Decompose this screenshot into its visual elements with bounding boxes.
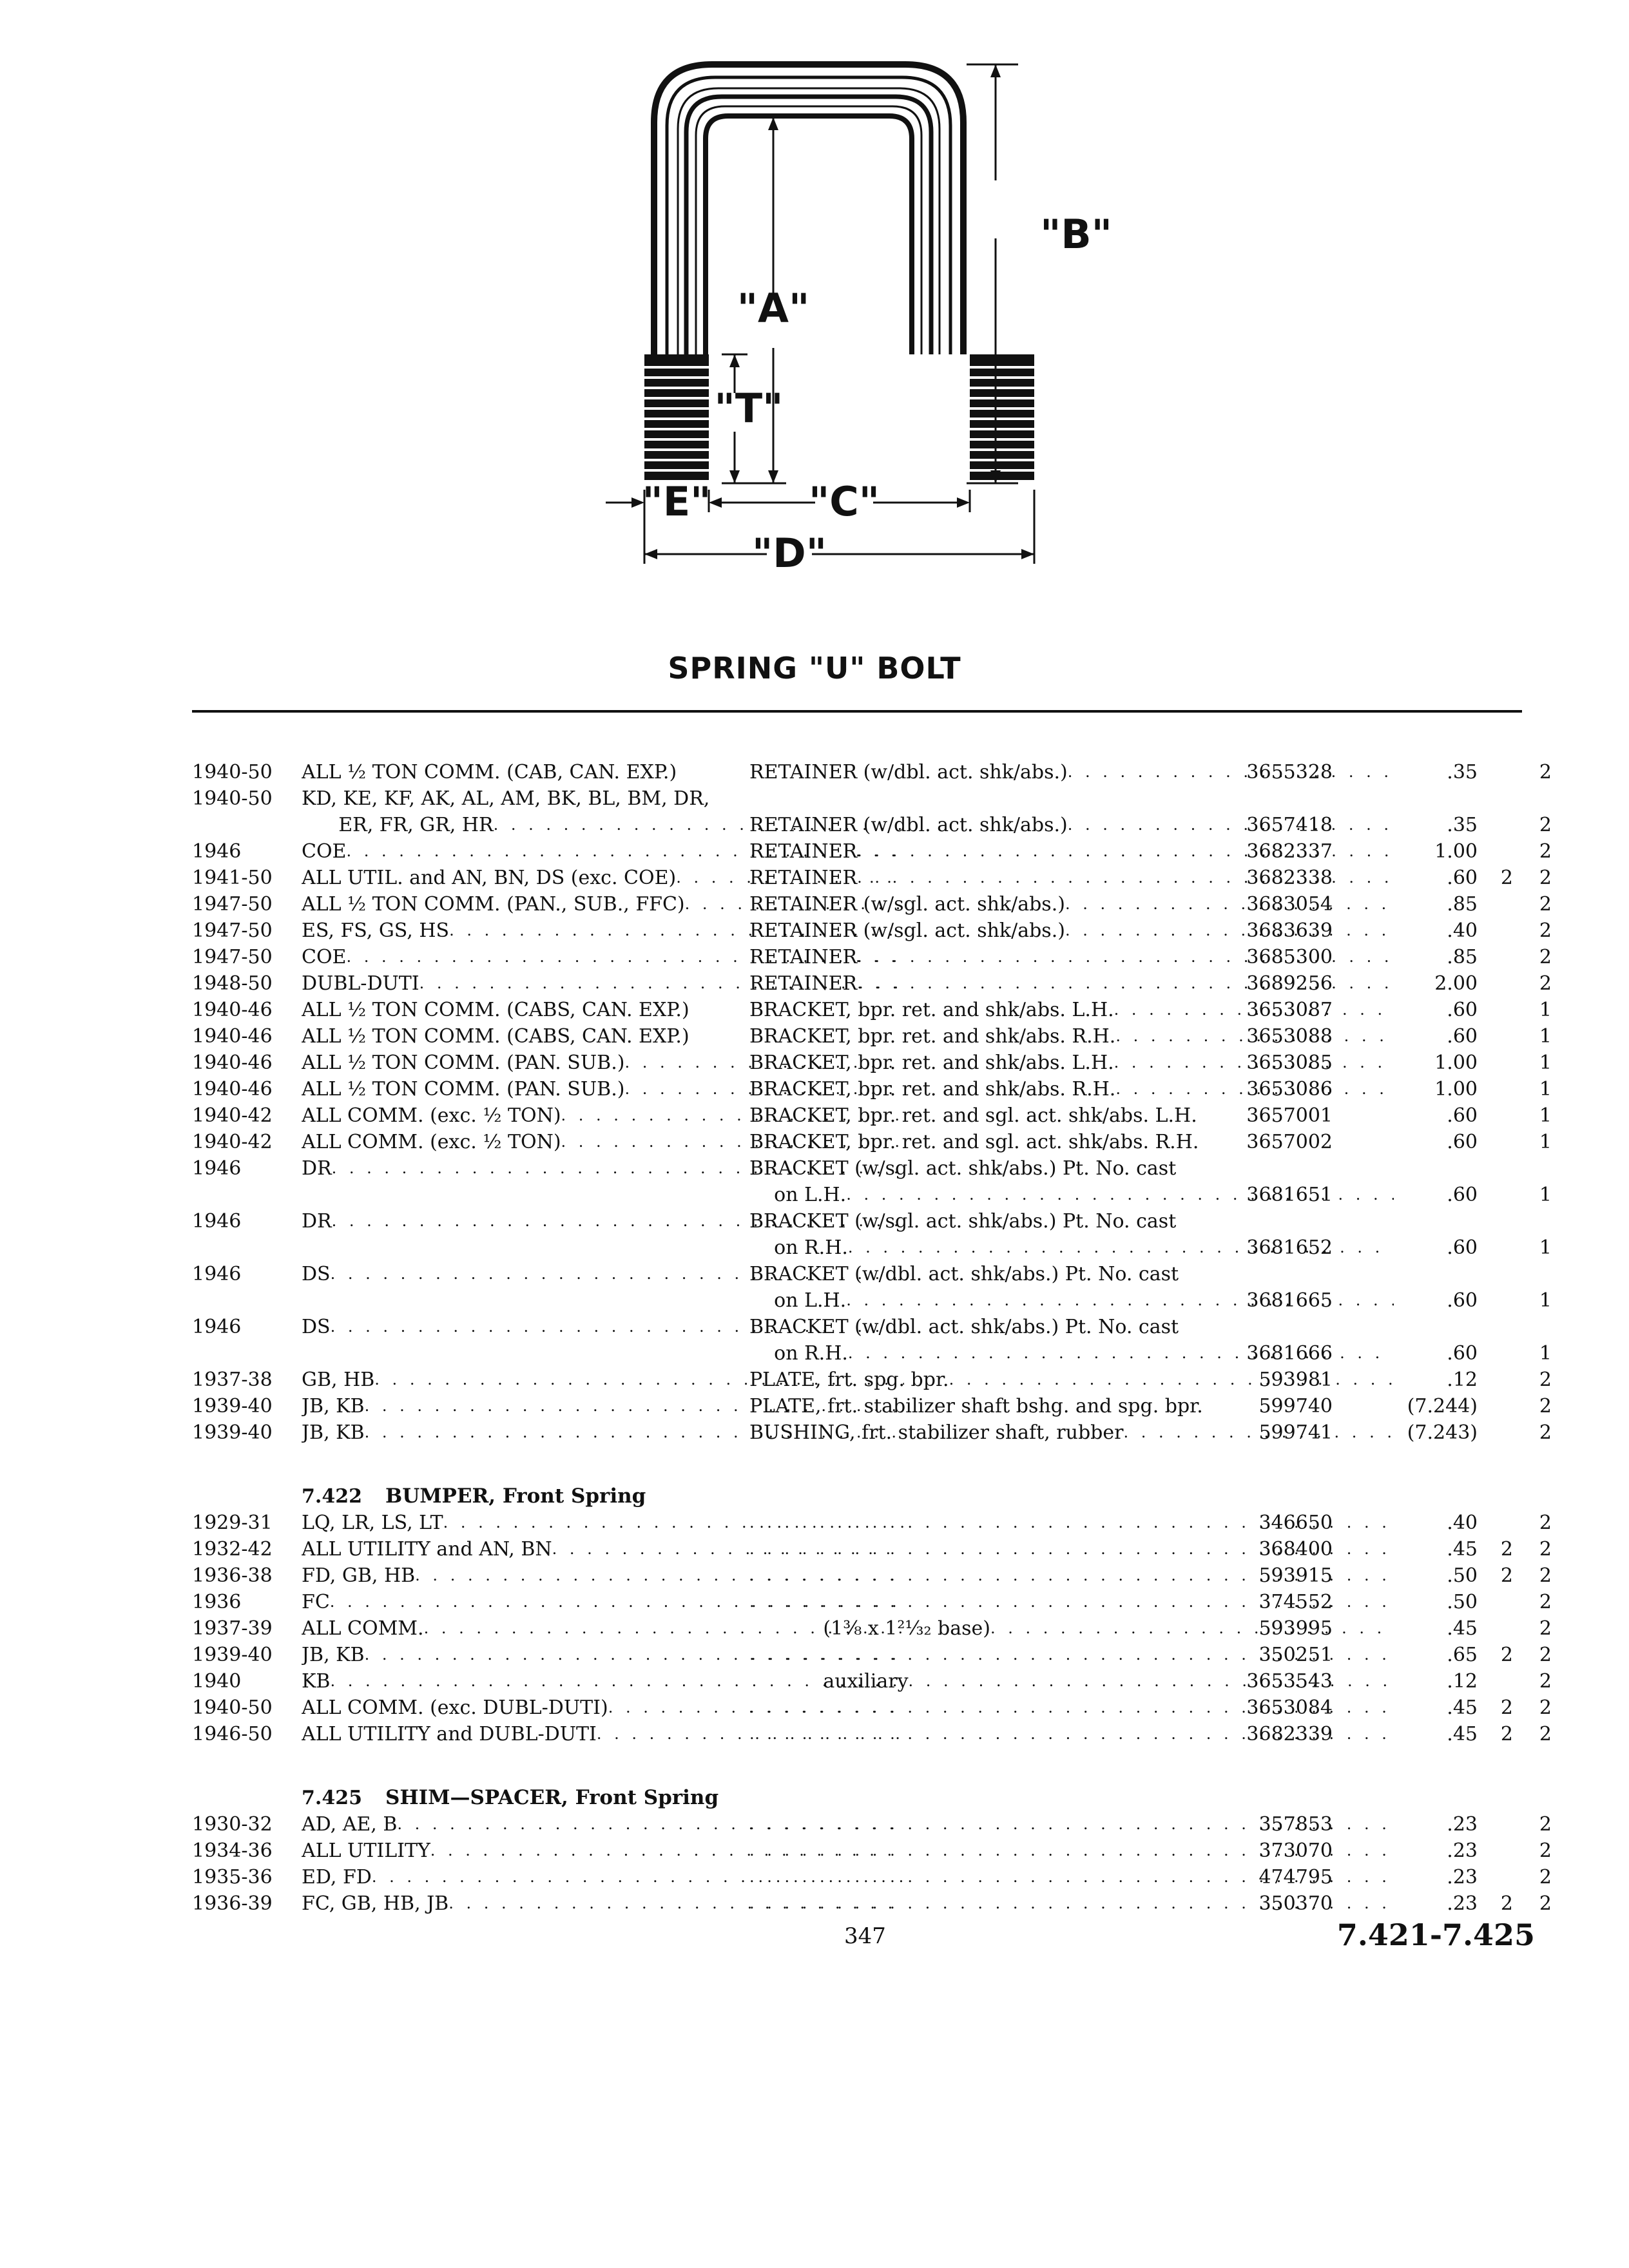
part-number: 350370	[1258, 1892, 1333, 1915]
price: .60	[1447, 1289, 1478, 1312]
model-list-text: COE	[302, 840, 347, 863]
part-description-text: BRACKET, bpr. ret. and shk/abs. R.H.	[749, 1025, 1116, 1048]
part-description-text: BRACKET, bpr. ret. and shk/abs. R.H.	[749, 1078, 1116, 1100]
table-row	[192, 1642, 1558, 1668]
price: .60	[1447, 1104, 1478, 1127]
year-range: 1946	[192, 1263, 242, 1285]
quantity-b: 2	[1539, 1696, 1552, 1719]
table-row	[192, 1102, 1558, 1129]
quantity-b: 2	[1539, 946, 1552, 968]
table-row	[192, 1864, 1558, 1890]
year-range: 1947-50	[192, 893, 273, 916]
part-number: 3653085	[1246, 1052, 1333, 1074]
quantity-b: 2	[1539, 761, 1552, 783]
label-b: "B"	[1040, 211, 1112, 258]
label-a: "A"	[737, 285, 810, 332]
quantity-b: 2	[1539, 1512, 1552, 1534]
model-list-text: JB, KB	[302, 1395, 365, 1418]
price: .60	[1447, 1342, 1478, 1365]
section-number: 7.425	[302, 1787, 362, 1809]
model-list-text: DUBL-DUTI	[302, 972, 419, 995]
part-description-text: BRACKET, bpr. ret. and shk/abs. L.H.	[749, 999, 1114, 1021]
part-number: 3682339	[1246, 1723, 1333, 1745]
quantity-a: 2	[1500, 1644, 1513, 1666]
quantity-a: 2	[1500, 1723, 1513, 1745]
section-heading	[192, 1785, 1558, 1811]
part-number: 3682338	[1246, 867, 1333, 889]
model-list-text: DR	[302, 1157, 332, 1180]
model-list-text: FC, GB, HB, JB	[302, 1892, 449, 1915]
quantity-b: 1	[1539, 1236, 1552, 1259]
part-description-text: on L.H.	[749, 1289, 847, 1312]
year-range: 1947-50	[192, 919, 273, 942]
year-range: 1946	[192, 1210, 242, 1233]
part-number: 3683639	[1246, 919, 1333, 942]
table-row	[192, 838, 1558, 865]
quantity-b: 2	[1539, 1395, 1552, 1418]
part-description-text: BRACKET (w/sgl. act. shk/abs.) Pt. No. cast	[749, 1157, 1177, 1180]
part-description-text: BRACKET (w/sgl. act. shk/abs.) Pt. No. cast	[749, 1210, 1177, 1233]
part-number: 3653543	[1246, 1670, 1333, 1693]
part-description-text: RETAINER (w/sgl. act. shk/abs.)	[749, 919, 1065, 942]
year-range: 1947-50	[192, 946, 273, 968]
price: .12	[1447, 1670, 1478, 1693]
year-range: 1940-46	[192, 1078, 273, 1100]
year-range: 1940-46	[192, 1025, 273, 1048]
price: .23	[1447, 1840, 1478, 1862]
table-row	[192, 1695, 1558, 1721]
year-range: 1940-46	[192, 999, 273, 1021]
year-range: 1930-32	[192, 1813, 273, 1836]
part-description-text: RETAINER	[749, 972, 858, 995]
year-range: 1946	[192, 1316, 242, 1338]
year-range: 1941-50	[192, 867, 273, 889]
model-list-text: FD, GB, HB	[302, 1564, 416, 1587]
year-range: 1936	[192, 1591, 242, 1613]
part-number: 374552	[1258, 1591, 1333, 1613]
year-range: 1940	[192, 1670, 242, 1693]
table-row	[192, 1208, 1558, 1235]
model-list-text: ALL ½ TON COMM. (PAN. SUB.)	[302, 1078, 625, 1100]
quantity-b: 1	[1539, 1289, 1552, 1312]
u-bolt-diagram	[606, 45, 1134, 599]
quantity-a: 2	[1500, 1696, 1513, 1719]
part-number: 593995	[1258, 1617, 1333, 1640]
model-list-text: ED, FD	[302, 1866, 372, 1888]
part-number: 3682337	[1246, 840, 1333, 863]
model-list-text: ALL COMM.	[302, 1617, 424, 1640]
part-number: 3681651	[1246, 1184, 1333, 1206]
price: .45	[1447, 1617, 1478, 1640]
part-description-text: RETAINER (w/sgl. act. shk/abs.)	[749, 893, 1065, 916]
price: .40	[1447, 919, 1478, 942]
price: .23	[1447, 1892, 1478, 1915]
table-row	[192, 1668, 1558, 1695]
year-range: 1940-42	[192, 1131, 273, 1153]
table-row	[192, 1890, 1558, 1917]
section-heading	[192, 1483, 1558, 1510]
year-range: 1935-36	[192, 1866, 273, 1888]
part-number: 3653087	[1246, 999, 1333, 1021]
quantity-b: 2	[1539, 1591, 1552, 1613]
quantity-b: 2	[1539, 1369, 1552, 1391]
part-number: 368400	[1258, 1538, 1333, 1561]
part-description-text: BRACKET, bpr. ret. and sgl. act. shk/abs. R.H.	[749, 1131, 1199, 1153]
table-row	[192, 944, 1558, 970]
label-d: "D"	[751, 530, 827, 577]
part-description-text: BRACKET (w/dbl. act. shk/abs.) Pt. No. cast	[749, 1263, 1179, 1285]
part-description-text: PLATE, frt. stabilizer shaft bshg. and spg. bpr.	[749, 1395, 1203, 1418]
part-number: 3657002	[1246, 1131, 1333, 1153]
quantity-b: 1	[1539, 1052, 1552, 1074]
table-row	[192, 1182, 1558, 1208]
model-list	[302, 785, 904, 812]
price: 1.00	[1434, 1052, 1478, 1074]
price: (7.243)	[1407, 1421, 1478, 1444]
quantity-a: 2	[1500, 1538, 1513, 1561]
price: .23	[1447, 1813, 1478, 1836]
quantity-b: 2	[1539, 1723, 1552, 1745]
price: .12	[1447, 1369, 1478, 1391]
year-range: 1939-40	[192, 1644, 273, 1666]
part-description-text: RETAINER	[749, 867, 858, 889]
quantity-b: 2	[1539, 814, 1552, 836]
table-row	[192, 1314, 1558, 1340]
table-row	[192, 1510, 1558, 1536]
table-row	[192, 1261, 1558, 1287]
quantity-b: 1	[1539, 999, 1552, 1021]
page-number: 347	[844, 1923, 886, 1949]
year-range: 1936-39	[192, 1892, 273, 1915]
year-range: 1939-40	[192, 1421, 273, 1444]
year-range: 1939-40	[192, 1395, 273, 1418]
part-number: 346650	[1258, 1512, 1333, 1534]
part-description-text: (1⅜ x 1²¹⁄₃₂ base)	[749, 1617, 990, 1640]
part-number: 593915	[1258, 1564, 1333, 1587]
quantity-b: 1	[1539, 1025, 1552, 1048]
year-range: 1940-50	[192, 787, 273, 810]
dot-leader	[990, 1615, 1394, 1642]
price: .45	[1447, 1696, 1478, 1719]
price: .60	[1447, 867, 1478, 889]
price: .60	[1447, 1131, 1478, 1153]
model-list-text: LQ, LR, LS, LT	[302, 1512, 443, 1534]
part-description-text: on L.H.	[749, 1184, 847, 1206]
table-row	[192, 1340, 1558, 1367]
year-range: 1940-46	[192, 1052, 273, 1074]
table-row	[192, 1721, 1558, 1747]
quantity-b: 2	[1539, 1892, 1552, 1915]
model-list-text: ALL ½ TON COMM. (PAN., SUB., FFC)	[302, 893, 685, 916]
quantity-b: 1	[1539, 1078, 1552, 1100]
part-description-text: BUSHING, frt. stabilizer shaft, rubber	[749, 1421, 1124, 1444]
part-number: 373070	[1258, 1840, 1333, 1862]
year-range: 1946-50	[192, 1723, 273, 1745]
table-row	[192, 1129, 1558, 1155]
table-row	[192, 1811, 1558, 1838]
quantity-b: 2	[1539, 840, 1552, 863]
price: .50	[1447, 1591, 1478, 1613]
quantity-b: 1	[1539, 1104, 1552, 1127]
model-list-text: DR	[302, 1210, 332, 1233]
quantity-b: 1	[1539, 1342, 1552, 1365]
part-description-text: RETAINER (w/dbl. act. shk/abs.)	[749, 814, 1068, 836]
price: .50	[1447, 1564, 1478, 1587]
quantity-b: 2	[1539, 867, 1552, 889]
table-row	[192, 812, 1558, 838]
table-row	[192, 1235, 1558, 1261]
quantity-b: 2	[1539, 1670, 1552, 1693]
quantity-b: 2	[1539, 1538, 1552, 1561]
price: 1.00	[1434, 840, 1478, 863]
model-list-text: GB, HB	[302, 1369, 375, 1391]
table-row	[192, 1589, 1558, 1615]
table-row	[192, 997, 1558, 1023]
price: .60	[1447, 999, 1478, 1021]
part-number: 599741	[1258, 1421, 1333, 1444]
part-description	[749, 1208, 1394, 1235]
part-number: 3653088	[1246, 1025, 1333, 1048]
part-description-text: RETAINER	[749, 946, 858, 968]
model-list-text: ES, FS, GS, HS	[302, 919, 450, 942]
part-number: 3657001	[1246, 1104, 1333, 1127]
part-description-text: on R.H.	[749, 1342, 848, 1365]
model-list-text: JB, KB	[302, 1421, 365, 1444]
part-number: 3683054	[1246, 893, 1333, 916]
part-description	[749, 1314, 1394, 1340]
quantity-b: 2	[1539, 1840, 1552, 1862]
model-list-text: JB, KB	[302, 1644, 365, 1666]
model-list-text: COE	[302, 946, 347, 968]
part-number: 3653084	[1246, 1696, 1333, 1719]
section-number: 7.422	[302, 1485, 362, 1508]
model-list-text: ALL UTILITY	[302, 1840, 430, 1862]
quantity-b: 2	[1539, 1813, 1552, 1836]
part-number: 593981	[1258, 1369, 1333, 1391]
table-row	[192, 1023, 1558, 1050]
price: 2.00	[1434, 972, 1478, 995]
label-e: "E"	[642, 478, 711, 525]
diagram-title: SPRING "U" BOLT	[668, 651, 961, 686]
part-number: 3653086	[1246, 1078, 1333, 1100]
price: .60	[1447, 1025, 1478, 1048]
part-description	[749, 1261, 1394, 1287]
model-list-text: ALL ½ TON COMM. (CABS, CAN. EXP.)	[302, 1025, 689, 1048]
section-title: SHIM—SPACER, Front Spring	[385, 1786, 719, 1809]
part-number: 350251	[1258, 1644, 1333, 1666]
year-range: 1946	[192, 1157, 242, 1180]
quantity-b: 1	[1539, 1184, 1552, 1206]
model-list-text: ALL COMM. (exc. DUBL-DUTI)	[302, 1696, 608, 1719]
part-description-text: PLATE, frt. spg. bpr.	[749, 1369, 949, 1391]
year-range: 1940-42	[192, 1104, 273, 1127]
table-row	[192, 1615, 1558, 1642]
label-c: "C"	[808, 478, 880, 525]
quantity-b: 2	[1539, 919, 1552, 942]
part-number: 3681666	[1246, 1342, 1333, 1365]
table-row	[192, 865, 1558, 891]
section-title: BUMPER, Front Spring	[385, 1485, 646, 1508]
year-range: 1932-42	[192, 1538, 273, 1561]
quantity-b: 1	[1539, 1131, 1552, 1153]
price: .65	[1447, 1644, 1478, 1666]
quantity-a: 2	[1500, 1564, 1513, 1587]
price: .85	[1447, 946, 1478, 968]
quantity-b: 2	[1539, 1421, 1552, 1444]
quantity-b: 2	[1539, 1866, 1552, 1888]
quantity-b: 2	[1539, 1617, 1552, 1640]
part-description-text: BRACKET, bpr. ret. and sgl. act. shk/abs. L.H.	[749, 1104, 1197, 1127]
section-range: 7.421-7.425	[1336, 1917, 1535, 1952]
year-range: 1937-39	[192, 1617, 273, 1640]
quantity-b: 2	[1539, 1644, 1552, 1666]
table-row	[192, 1155, 1558, 1182]
model-list-text: ALL ½ TON COMM. (PAN. SUB.)	[302, 1052, 625, 1074]
model-list-text: AD, AE, B	[302, 1813, 398, 1836]
part-number: 357853	[1258, 1813, 1333, 1836]
table-row	[192, 1562, 1558, 1589]
year-range: 1948-50	[192, 972, 273, 995]
model-list-text: DS	[302, 1316, 331, 1338]
model-list-text: DS	[302, 1263, 331, 1285]
part-description-text: BRACKET, bpr. ret. and shk/abs. L.H.	[749, 1052, 1114, 1074]
price: .45	[1447, 1723, 1478, 1745]
model-list-text: FC	[302, 1591, 330, 1613]
year-range: 1946	[192, 840, 242, 863]
model-list-text: ALL ½ TON COMM. (CAB, CAN. EXP.)	[302, 761, 677, 783]
model-list-text: ALL UTIL. and AN, BN, DS (exc. COE)	[302, 867, 677, 889]
quantity-a: 2	[1500, 1892, 1513, 1915]
table-row	[192, 1838, 1558, 1864]
table-row	[192, 1367, 1558, 1393]
model-list-text: ALL COMM. (exc. ½ TON)	[302, 1104, 561, 1127]
model-list-text: KB	[302, 1670, 331, 1693]
price: (7.244)	[1407, 1395, 1478, 1418]
table-row	[192, 970, 1558, 997]
part-description-text: BRACKET (w/dbl. act. shk/abs.) Pt. No. cast	[749, 1316, 1179, 1338]
part-number: 3657418	[1246, 814, 1333, 836]
model-list-text: ALL ½ TON COMM. (CABS, CAN. EXP.)	[302, 999, 689, 1021]
price: .35	[1447, 761, 1478, 783]
year-range: 1940-50	[192, 1696, 273, 1719]
table-row	[192, 759, 1558, 785]
part-description-text: RETAINER (w/dbl. act. shk/abs.)	[749, 761, 1068, 783]
year-range: 1936-38	[192, 1564, 273, 1587]
model-list-text: ALL UTILITY and AN, BN	[302, 1538, 552, 1561]
model-list-text: ER, FR, GR, HR	[302, 814, 494, 836]
table-row	[192, 891, 1558, 918]
part-number: 3655328	[1246, 761, 1333, 783]
price: .85	[1447, 893, 1478, 916]
part-number: 474795	[1258, 1866, 1333, 1888]
quantity-b: 2	[1539, 1564, 1552, 1587]
table-row	[192, 1050, 1558, 1076]
price: .60	[1447, 1184, 1478, 1206]
year-range: 1934-36	[192, 1840, 273, 1862]
part-number: 3685300	[1246, 946, 1333, 968]
year-range: 1937-38	[192, 1369, 273, 1391]
table-row	[192, 785, 1558, 812]
model-list-text: KD, KE, KF, AK, AL, AM, BK, BL, BM, DR,	[302, 787, 710, 810]
part-number: 3681652	[1246, 1236, 1333, 1259]
price: .45	[1447, 1538, 1478, 1561]
table-row	[192, 1536, 1558, 1562]
year-range: 1929-31	[192, 1512, 273, 1534]
quantity-b: 2	[1539, 972, 1552, 995]
price: .35	[1447, 814, 1478, 836]
model-list-text: ALL UTILITY and DUBL-DUTI	[302, 1723, 597, 1745]
part-description-text: on R.H.	[749, 1236, 848, 1259]
price: .60	[1447, 1236, 1478, 1259]
quantity-b: 2	[1539, 893, 1552, 916]
price: .40	[1447, 1512, 1478, 1534]
part-number: 599740	[1258, 1395, 1333, 1418]
part-number: 3681665	[1246, 1289, 1333, 1312]
part-description-text: RETAINER	[749, 840, 858, 863]
header-rule	[192, 710, 1522, 713]
table-row	[192, 1287, 1558, 1314]
table-row	[192, 1419, 1558, 1446]
price: .23	[1447, 1866, 1478, 1888]
table-row	[192, 1076, 1558, 1102]
quantity-a: 2	[1500, 867, 1513, 889]
part-number: 3689256	[1246, 972, 1333, 995]
table-row	[192, 918, 1558, 944]
label-t: "T"	[714, 385, 784, 432]
table-row	[192, 1393, 1558, 1419]
part-description	[749, 1155, 1394, 1182]
part-description-text: auxiliary	[749, 1670, 909, 1693]
year-range: 1940-50	[192, 761, 273, 783]
price: 1.00	[1434, 1078, 1478, 1100]
model-list-text: ALL COMM. (exc. ½ TON)	[302, 1131, 561, 1153]
